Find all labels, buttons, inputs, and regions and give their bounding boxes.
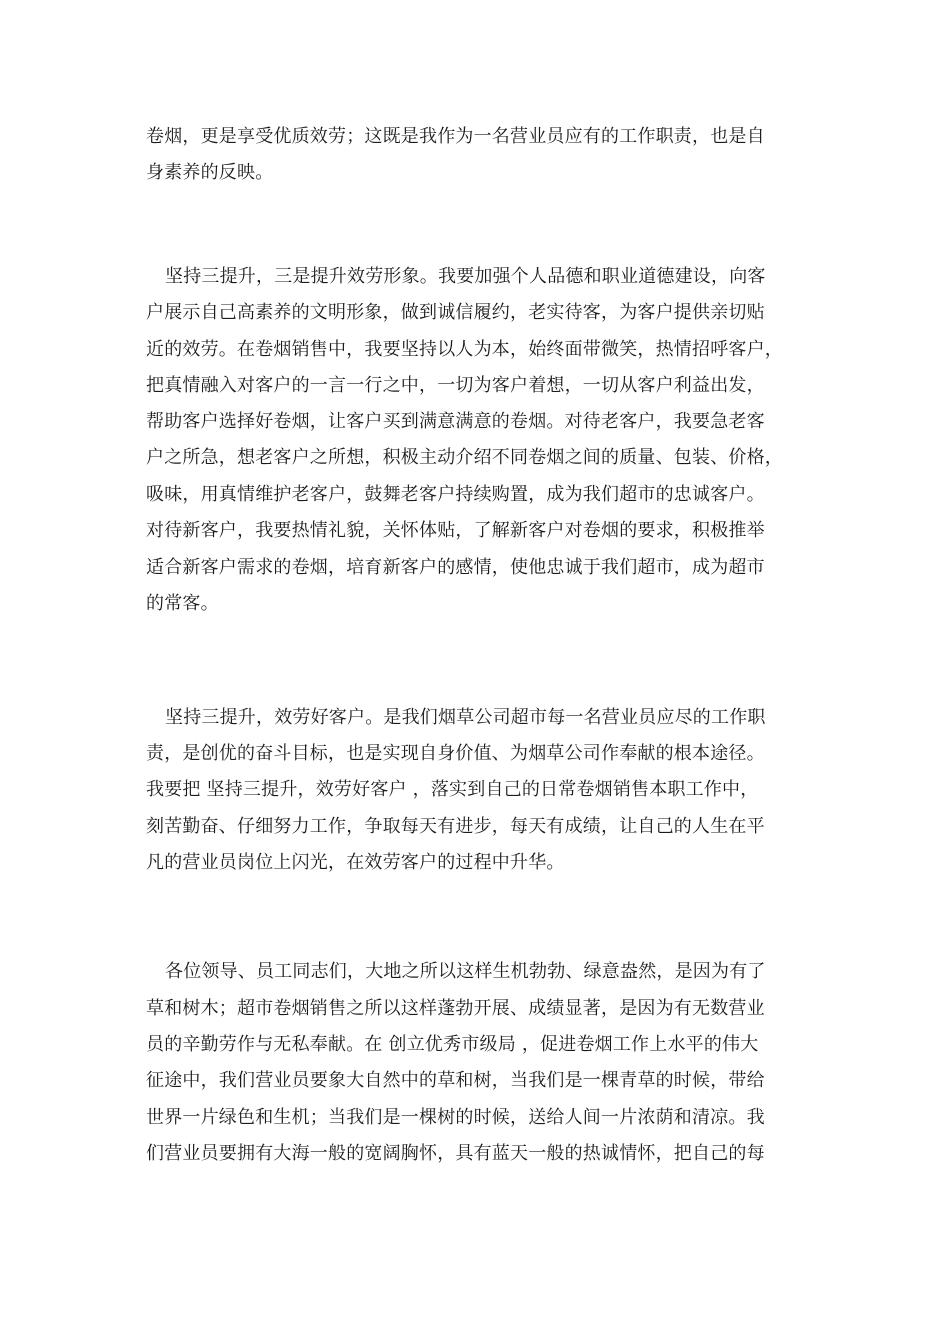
text-line: 世界一片绿色和生机；当我们是一棵树的时候，送给人间一片浓荫和清凉。我 <box>146 1107 765 1128</box>
text-line: 责，是创优的奋斗目标，也是实现自身价值、为烟草公司作奉献的根本途径。 <box>146 743 765 764</box>
text-line: 刻苦勤奋、仔细努力工作，争取每天有进步，每天有成绩，让自己的人生在平 <box>146 816 765 837</box>
text-line: 吸味，用真情维护老客户，鼓舞老客户持续购置，成为我们超市的忠诚客户。 <box>146 484 765 505</box>
text-line: 户之所急，想老客户之所想，积极主动介绍不同卷烟之间的质量、包装、价格， <box>146 447 783 468</box>
text-line: 身素养的反映。 <box>146 162 274 183</box>
text-line: 各位领导、员工同志们，大地之所以这样生机勃勃、绿意盎然，是因为有了 <box>165 961 766 982</box>
text-line: 征途中，我们营业员要象大自然中的草和树，当我们是一棵青草的时候，带给 <box>146 1070 765 1091</box>
text-line: 卷烟，更是享受优质效劳；这既是我作为一名营业员应有的工作职责，也是自 <box>146 126 765 147</box>
text-line: 坚持三提升，效劳好客户。是我们烟草公司超市每一名营业员应尽的工作职 <box>165 707 766 728</box>
text-line: 坚持三提升，三是提升效劳形象。我要加强个人品德和职业道德建设，向客 <box>165 266 766 287</box>
text-line: 适合新客户需求的卷烟，培育新客户的感情，使他忠诚于我们超市，成为超市 <box>146 557 765 578</box>
text-line: 的常客。 <box>146 593 219 614</box>
text-line: 们营业员要拥有大海一般的宽阔胸怀，具有蓝天一般的热诚情怀，把自己的每 <box>146 1143 765 1164</box>
text-line: 我要把 坚持三提升，效劳好客户 ，落实到自己的日常卷烟销售本职工作中， <box>146 779 759 800</box>
text-line: 凡的营业员岗位上闪光，在效劳客户的过程中升华。 <box>146 852 565 873</box>
text-line: 近的效劳。在卷烟销售中，我要坚持以人为本，始终面带微笑，热情招呼客户， <box>146 339 783 360</box>
text-line: 草和树木；超市卷烟销售之所以这样蓬勃开展、成绩显著，是因为有无数营业 <box>146 998 765 1019</box>
text-line: 把真情融入对客户的一言一行之中，一切为客户着想，一切从客户利益出发， <box>146 375 765 396</box>
text-line: 帮助客户选择好卷烟，让客户买到满意满意的卷烟。对待老客户，我要急老客 <box>146 411 765 432</box>
text-line: 员的辛勤劳作与无私奉献。在 创立优秀市级局 ，促进卷烟工作上水平的伟大 <box>146 1034 759 1055</box>
text-line: 户展示自己高素养的文明形象，做到诚信履约，老实待客，为客户提供亲切贴 <box>146 302 765 323</box>
text-line: 对待新客户，我要热情礼貌，关怀体贴，了解新客户对卷烟的要求，积极推举 <box>146 520 765 541</box>
